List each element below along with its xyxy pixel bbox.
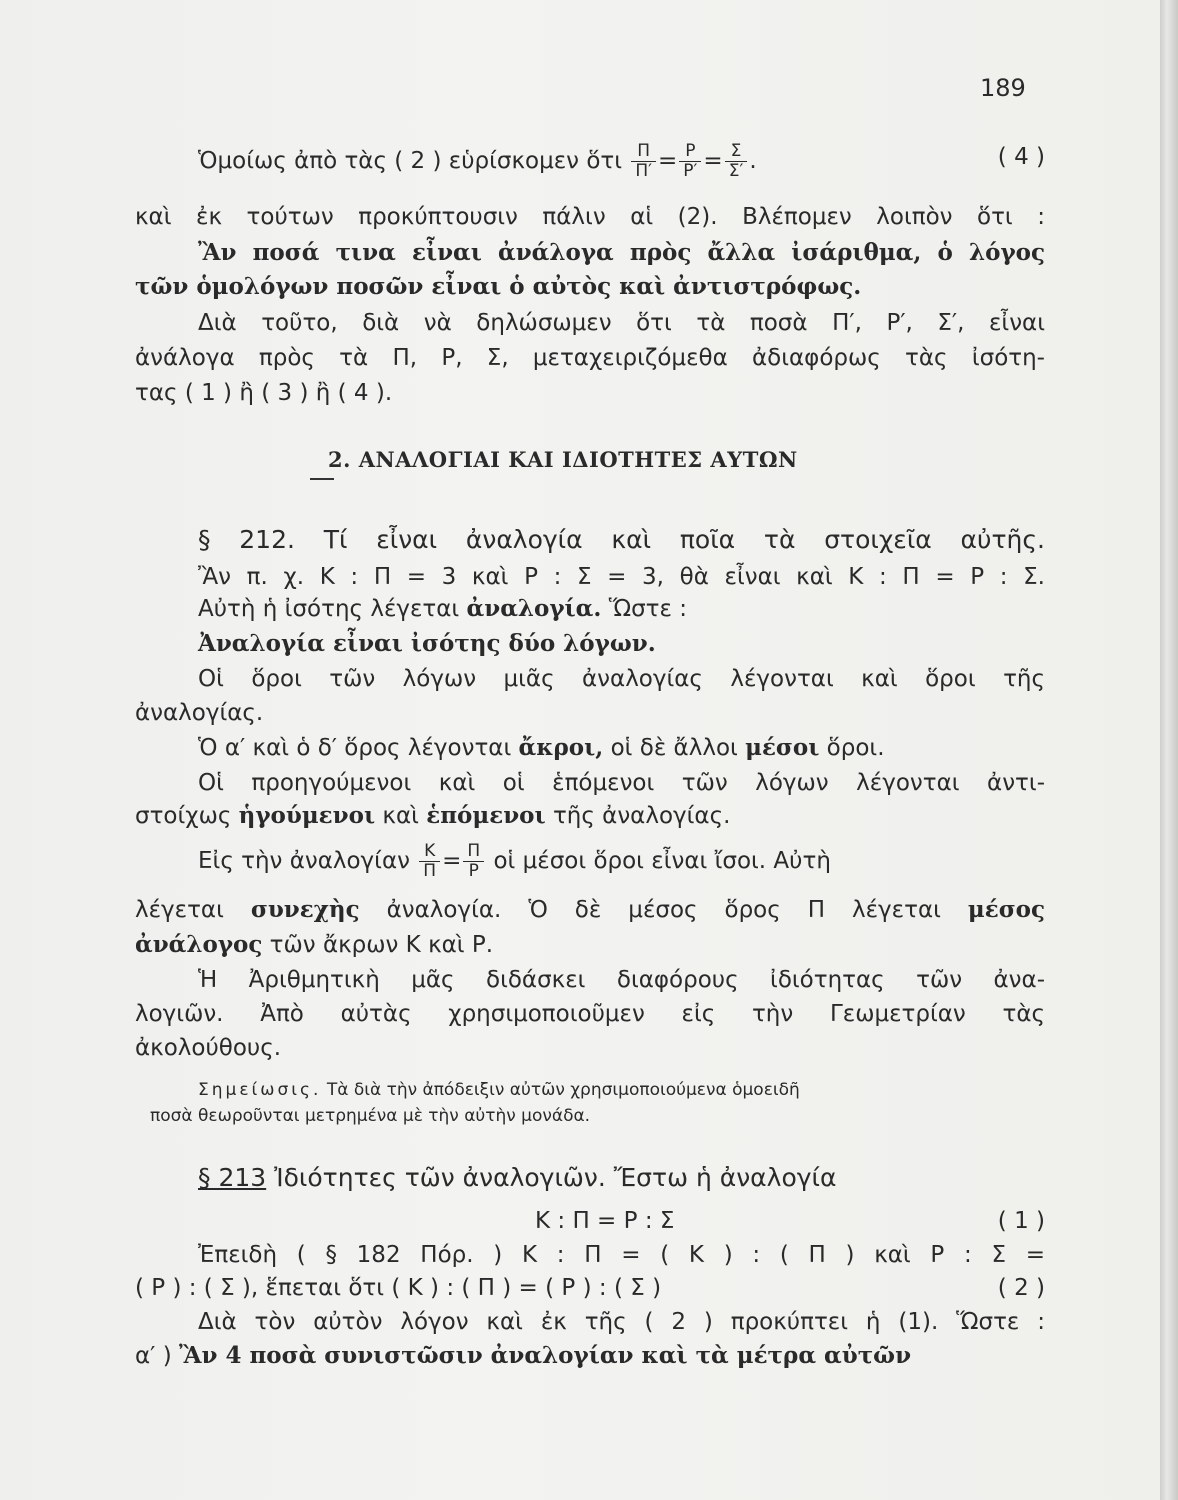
equation-number: ( 1 )	[997, 1208, 1045, 1234]
page-number: 189	[980, 74, 1026, 102]
fraction-p-r: $\frac{\Pi}{P}$	[463, 842, 484, 881]
text-line-2: καὶ ἐκ τούτων προκύπτουσιν πάλιν αἱ (2). Βλέπομεν λοιπὸν ὅτι :	[135, 204, 1045, 230]
note-line-1: Σημείωσις. Τὰ διὰ τὴν ἀπόδειξιν αὐτῶν χρησιμοποιούμενα ὁμοειδῆ	[198, 1080, 800, 1100]
equation: Κ : Π = Ρ : Σ	[535, 1208, 675, 1234]
text-line-19: ἀνάλογος τῶν ἄκρων Κ καὶ Ρ.	[135, 931, 494, 958]
term-mesos: μέσος	[967, 896, 1046, 923]
text-line-12: Οἱ ὅροι τῶν λόγων μιᾶς ἀναλογίας λέγονται καὶ ὅροι τῆς	[198, 666, 1045, 692]
theorem-line-1: Ἂν ποσά τινα εἶναι ἀνάλογα πρὸς ἄλλα ἰσάριθμα, ὁ λόγος	[198, 239, 1045, 266]
section-number-213: § 213	[198, 1163, 267, 1192]
term-synechis: συνεχὴς	[250, 896, 360, 923]
paragraph-212-title: § 212. Τί εἶναι ἀναλογία καὶ ποῖα τὰ στοιχεῖα αὐτῆς.	[198, 525, 1045, 554]
text-line-13: ἀναλογίας.	[135, 700, 264, 726]
term-hepomenoi: ἑπόμενοι	[426, 802, 546, 829]
fraction-k-p: $\frac{K}{\Pi}$	[419, 842, 440, 881]
text-line-14: Ὁ α′ καὶ ὁ δ′ ὅρος λέγονται ἄκροι, οἱ δὲ ἄλλοι μέσοι ὅροι.	[198, 734, 885, 761]
text-line-10: Αὐτὴ ἡ ἰσότης λέγεται ἀναλογία. Ὥστε :	[198, 595, 687, 622]
term-analogia: ἀναλογία.	[466, 595, 602, 622]
fraction-s: $\frac{\Sigma}{\Sigma'}$	[725, 142, 748, 181]
term-analogos: ἀνάλογος	[135, 931, 263, 958]
fraction-p: $\frac{\Pi}{\Pi'}$	[631, 142, 656, 181]
text-line-9: Ἂν π. χ. Κ : Π = 3 καὶ Ρ : Σ = 3, θὰ εἶναι καὶ Κ : Π = Ρ : Σ.	[198, 564, 1045, 590]
equation-line-2: ( Ρ ) : ( Σ ), ἕπεται ὅτι ( Κ ) : ( Π ) = ( Ρ ) : ( Σ ) ( 2 )	[135, 1275, 1045, 1301]
text-line-20: Ἡ Ἀριθμητικὴ μᾶς διδάσκει διαφόρους ἰδιότητας τῶν ἀνα-	[198, 967, 1045, 993]
text-line-18: λέγεται συνεχὴς ἀναλογία. Ὁ δὲ μέσος ὅρος Π λέγεται μέσος	[135, 896, 1046, 923]
text-line-1: Ὁμοίως ἀπὸ τὰς ( 2 ) εὑρίσκομεν ὅτι $\frac{\Pi}{\Pi'}$ = $\frac{P}{P'}$ = $\frac{\Sigma}{\Sigma'}$ . ( 4 )	[198, 141, 1045, 181]
text-line-27: Διὰ τὸν αὐτὸν λόγον καὶ ἐκ τῆς ( 2 ) προκύπτει ἡ (1). Ὥστε :	[198, 1309, 1045, 1335]
equation-number: ( 2 )	[997, 1275, 1045, 1301]
note-label: Σημείωσις.	[198, 1080, 322, 1100]
paragraph-213-title: § 213 Ἰδιότητες τῶν ἀναλογιῶν. Ἔστω ἡ ἀναλογία	[198, 1163, 837, 1192]
line-text: Ὁμοίως ἀπὸ τὰς ( 2 ) εὑρίσκομεν ὅτι	[198, 148, 623, 174]
page-edge	[1160, 0, 1178, 1500]
fraction-r: $\frac{P}{P'}$	[679, 142, 701, 181]
section-heading: 2. ΑΝΑΛΟΓΙΑΙ ΚΑΙ ΙΔΙΟΤΗΤΕΣ ΑΥΤΩΝ	[328, 447, 798, 472]
text-line-6: ἀνάλογα πρὸς τὰ Π, Ρ, Σ, μεταχειριζόμεθα ἀδιαφόρως τὰς ἰσότη-	[135, 345, 1045, 371]
text-line-15: Οἱ προηγούμενοι καὶ οἱ ἑπόμενοι τῶν λόγων λέγονται ἀντι-	[198, 770, 1045, 796]
note-line-2: ποσὰ θεωροῦνται μετρημένα μὲ τὴν αὐτὴν μονάδα.	[150, 1106, 591, 1126]
text-line-21: λογιῶν. Ἀπὸ αὐτὰς χρησιμοποιοῦμεν εἰς τὴν Γεωμετρίαν τὰς	[135, 1001, 1045, 1027]
text-line-25: Ἐπειδὴ ( § 182 Πόρ. ) Κ : Π = ( Κ ) : ( Π ) καὶ Ρ : Σ =	[198, 1242, 1045, 1268]
text-line-17: Εἰς τὴν ἀναλογίαν $\frac{K}{\Pi}$ = $\frac{\Pi}{P}$ οἱ μέσοι ὅροι εἶναι ἴσοι. Αὐτὴ	[198, 841, 831, 881]
equation-number: ( 4 )	[997, 144, 1045, 170]
text-line-22: ἀκολούθους.	[135, 1035, 282, 1061]
text-line-5: Διὰ τοῦτο, διὰ νὰ δηλώσωμεν ὅτι τὰ ποσὰ Π′, Ρ′, Σ′, εἶναι	[198, 310, 1045, 336]
term-hegoumenoi: ἡγούμενοι	[238, 802, 376, 829]
text-line-7: τας ( 1 ) ἢ ( 3 ) ἢ ( 4 ).	[135, 380, 393, 406]
text-line-28: α′ ) Ἂν 4 ποσὰ συνιστῶσιν ἀναλογίαν καὶ τὰ μέτρα αὐτῶν	[135, 1342, 912, 1369]
term-akroi: ἄκροι,	[518, 734, 604, 761]
term-mesoi: μέσοι	[745, 734, 820, 761]
theorem-statement: Ἂν 4 ποσὰ συνιστῶσιν ἀναλογίαν καὶ τὰ μέτρα αὐτῶν	[178, 1342, 912, 1369]
definition-line: Ἀναλογία εἶναι ἰσότης δύο λόγων.	[198, 630, 656, 657]
theorem-line-2: τῶν ὁμολόγων ποσῶν εἶναι ὁ αὐτὸς καὶ ἀντιστρόφως.	[135, 273, 862, 300]
heading-mark	[310, 478, 334, 480]
text-line-16: στοίχως ἡγούμενοι καὶ ἑπόμενοι τῆς ἀναλογίας.	[135, 802, 731, 829]
